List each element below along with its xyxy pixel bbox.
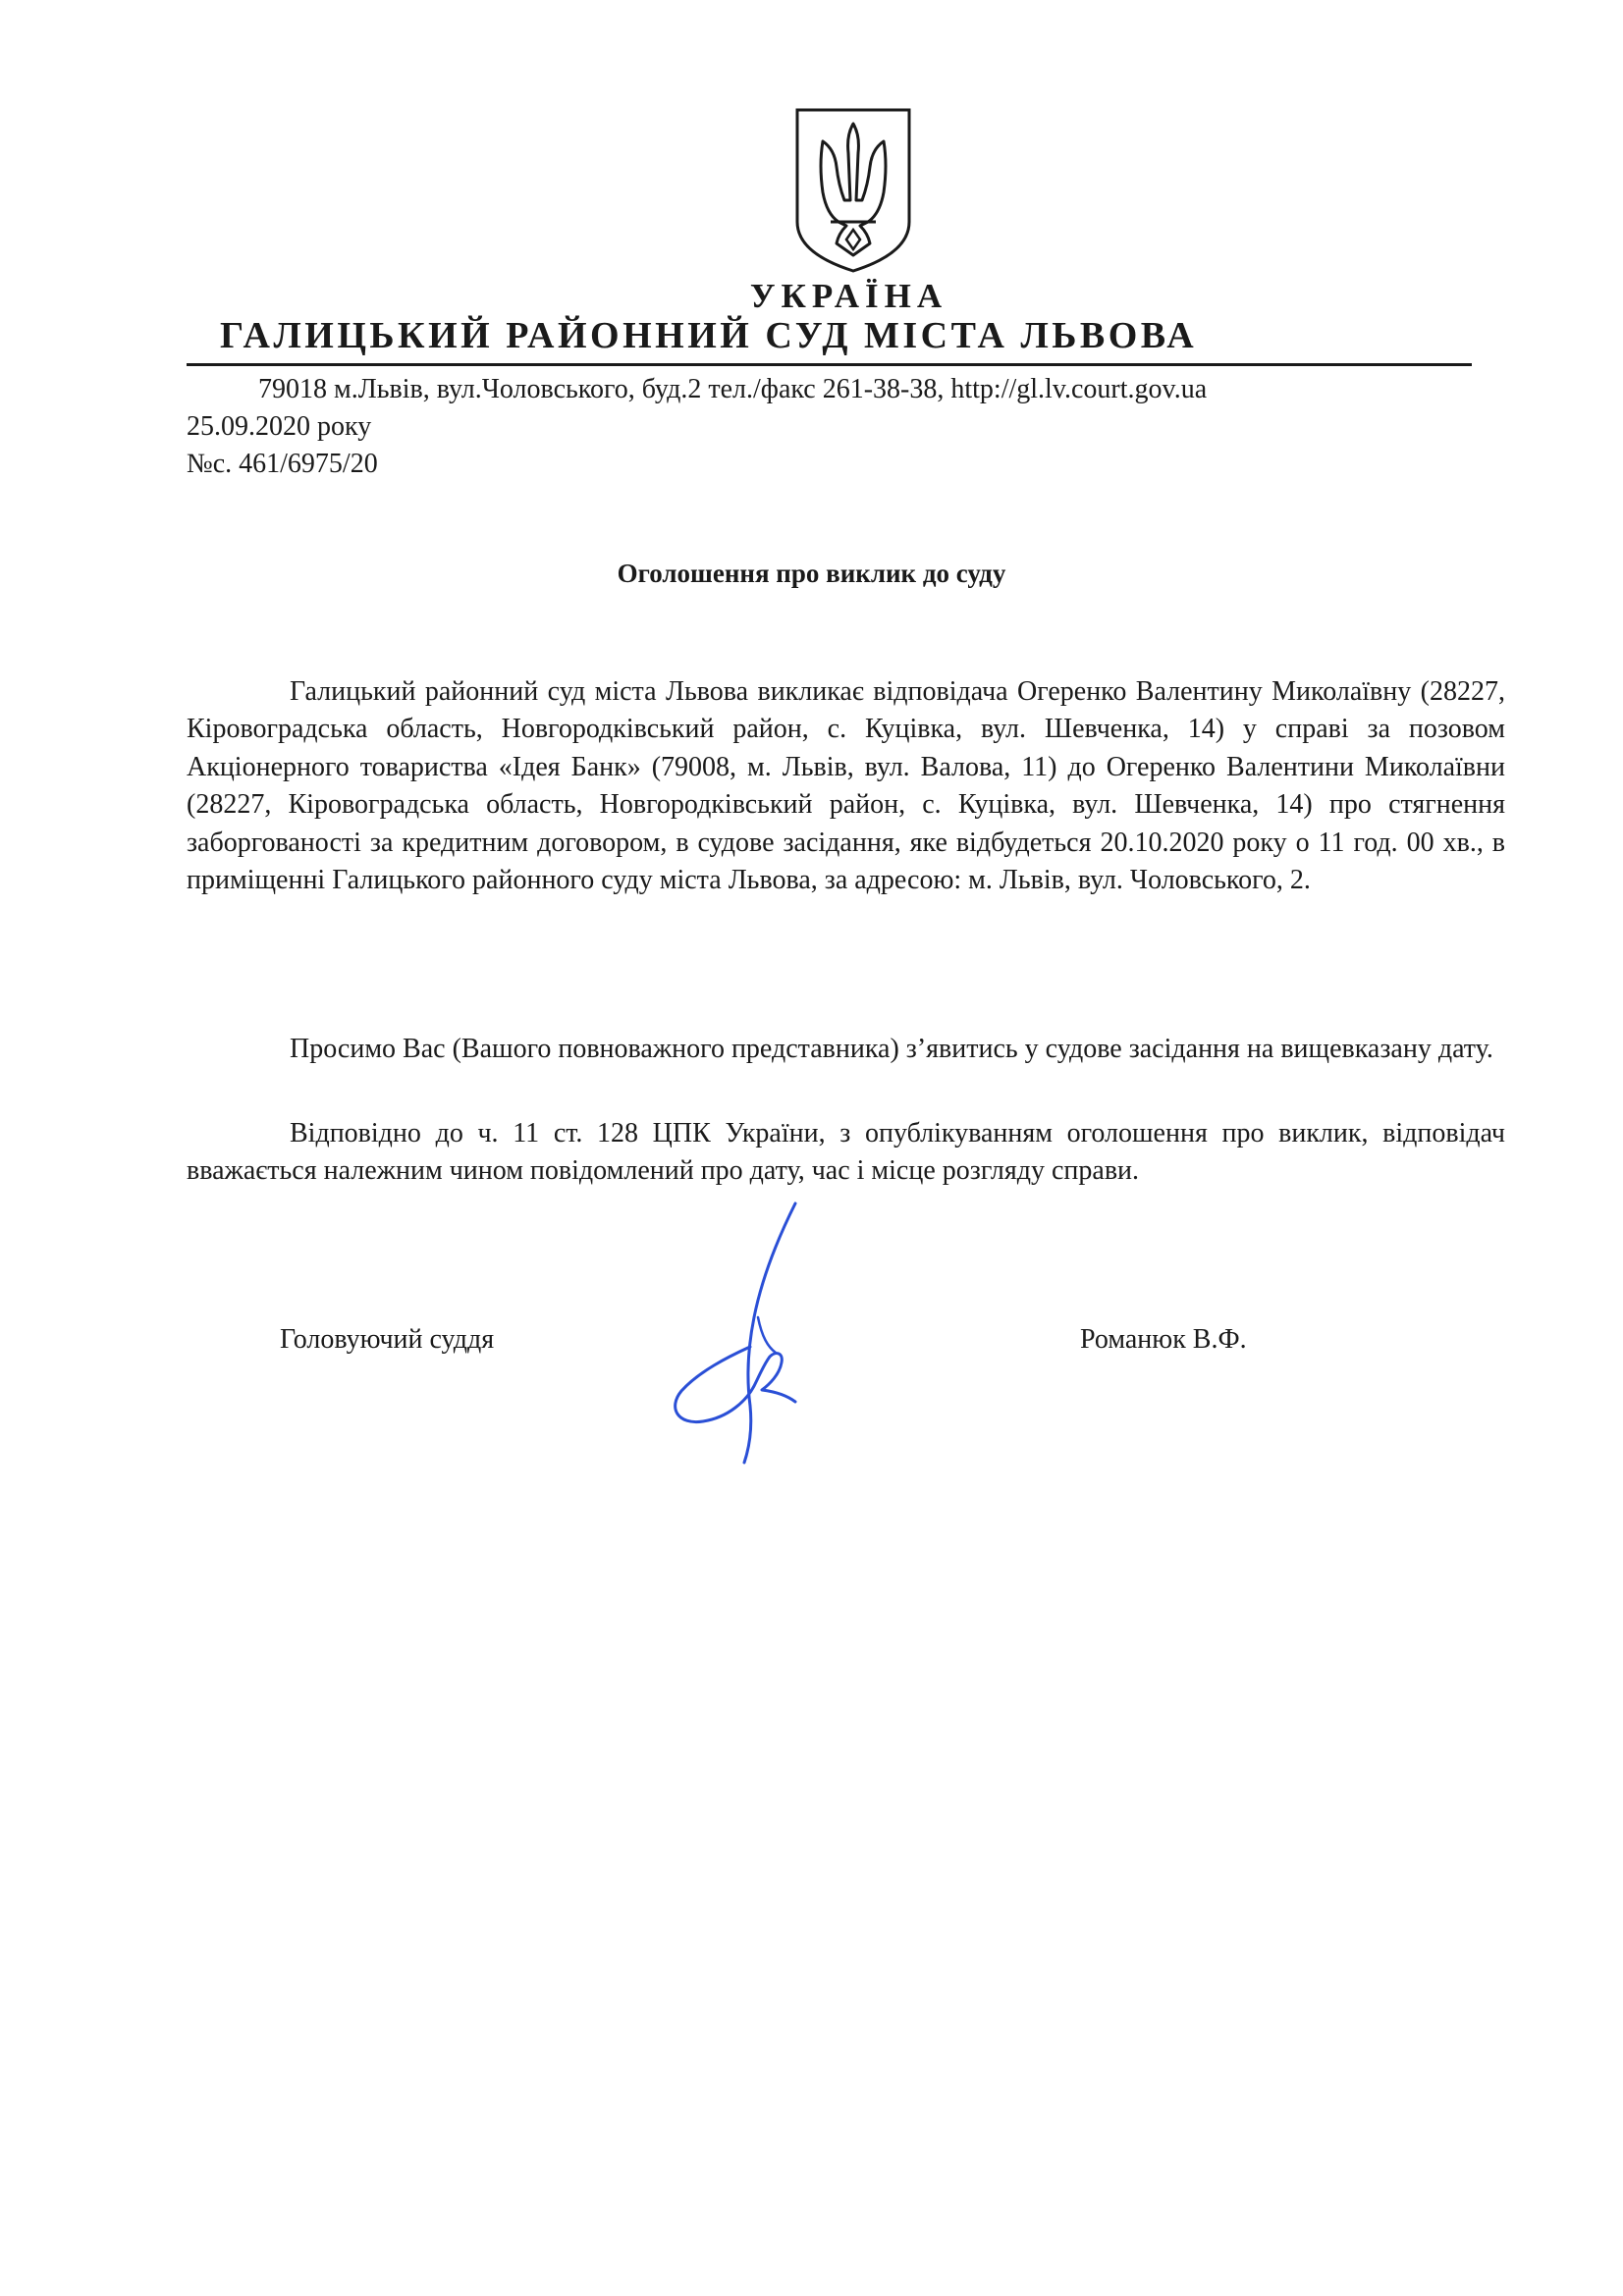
notice-paragraph-request: Просимо Вас (Вашого повноважного представника) з’явитись у судове засідання на вищевказану дату. — [290, 1034, 1493, 1064]
notice-paragraph-summons: Галицький районний суд міста Львова викликає відповідача Огеренко Валентину Миколаївну (28227, Кіровоградська область, Новгородківський район, с. Куцівка, вул. Шевченка, 14) у справі за позовом Акціонерного товариства «Ідея Банк» (79008, м. Львів, вул. Валова, 11) до Огеренко Валентини Миколаївни (28227, Кіровоградська область, Новгородківський район, с. Куцівка, вул. Шевченка, 14) про стягнення заборгованості за кредитним договором, в судове засідання, яке відбудеться 20.10.2020 року о 11 год. 00 хв., в приміщенні Галицького районного суду міста Львова, за адресою: м. Львів, вул. Чоловського, 2. — [187, 676, 1505, 896]
country-name: УКРАЇНА — [749, 277, 948, 315]
court-name: ГАЛИЦЬКИЙ РАЙОННИЙ СУД МІСТА ЛЬВОВА — [220, 315, 1198, 356]
document-title: Оголошення про виклик до суду — [617, 559, 1006, 588]
notice-paragraph-legal-basis: Відповідно до ч. 11 ст. 128 ЦПК України, з опублікуванням оголошення про виклик, відповідач вважається належним чином повідомлений про дату, час і місце розгляду справи. — [187, 1118, 1505, 1187]
handwritten-signature — [660, 1200, 837, 1467]
judge-name: Романюк В.Ф. — [1080, 1324, 1247, 1355]
ukraine-trident-emblem-icon — [793, 106, 913, 275]
header-divider — [187, 363, 1472, 366]
document-date: 25.09.2020 року — [187, 411, 372, 442]
court-address: 79018 м.Львів, вул.Чоловського, буд.2 тел./факс 261-38-38, http://gl.lv.court.gov.ua — [258, 374, 1208, 404]
judge-role-label: Головуючий суддя — [280, 1324, 495, 1355]
case-number: №с. 461/6975/20 — [187, 449, 378, 479]
